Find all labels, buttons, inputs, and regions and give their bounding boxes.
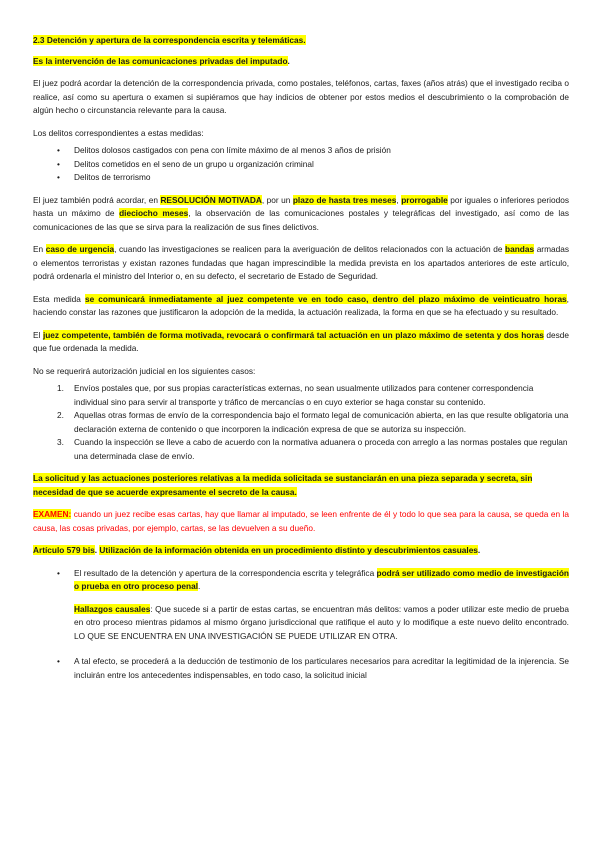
resultado-bullet [33, 567, 569, 594]
text-run: , cuando las investigaciones se realicen para la averiguación de delitos relacionados con la actuación de [114, 244, 506, 254]
text-run: Esta medida [33, 293, 85, 304]
casos-list-item [57, 436, 569, 463]
highlight-run: Utilización de la información obtenida en un procedimiento distinto y descubrimientos casuales [99, 545, 478, 555]
casos-list-item [57, 382, 569, 409]
comunicara-paragraph [33, 293, 569, 320]
text-run: A tal efecto, se procederá a la deducción de testimonio de los particulares necesarios para acreditar la legitimidad de la injerencia. Se incluirán entre los antecedentes indispensables, en todo caso, la solicitud inicial [74, 656, 569, 680]
casos-list [33, 382, 569, 463]
item-number: 2. [57, 410, 64, 420]
subheading-end: . [287, 55, 290, 66]
delitos-list-item: • Delitos cometidos en el seno de un grupo u organización criminal [74, 158, 569, 172]
intro-paragraph: El juez podrá acordar la detención de la correspondencia privada, como postales, teléfonos, cartas, faxes (años atrás) que el investigado reciba o realice, así como su apertura o examen si supiéramos que hay indicios de obtener por estos medios el descubrimiento o la comprobación de algún hecho o circunstancia relevante para la causa. [33, 78, 569, 115]
hallazgos-label: Hallazgos causales [74, 603, 151, 614]
highlight-run: podrá ser utilizado como medio de investigación o prueba en otro proceso penal [74, 567, 570, 591]
highlight-run: se comunicará inmediatamente al juez competente ve en todo caso, dentro del plazo máximo de veinticuatro horas [84, 293, 567, 304]
delitos-list [33, 144, 569, 185]
urgencia-paragraph [33, 243, 569, 284]
delitos-intro: Los delitos correspondientes a estas medidas: [33, 127, 204, 138]
subheading-highlight: Es la intervención de las comunicaciones privadas del imputado [33, 55, 288, 66]
text-run: armadas o elementos terroristas y existan razones fundadas que hagan imprescindible la medida prevista en los apartados anteriores de este artículo, podrá ordenarla el ministro del Interior o, en su defecto, el secretario de Estado de Seguridad. [33, 244, 569, 281]
highlight-run: juez competente, también de forma motivada, revocará o confirmará tal actuación en un plazo máximo de setenta y dos horas [42, 329, 544, 340]
bullet-dot: • [57, 656, 60, 666]
delitos-list-item: • Delitos dolosos castigados con pena con límite máximo de al menos 3 años de prisión [74, 144, 569, 158]
highlight-run: Artículo 579 bis [33, 545, 95, 555]
solicitud-paragraph [33, 472, 569, 499]
text-run: desde que fue ordenada la medida. [33, 329, 569, 353]
highlight-run: La solicitud y las actuaciones posteriores relativas a la medida solicitada se sustanciarán en una pieza separada y secreta, sin necesidad de que se acuerde expresamente el secreto de la causa. [33, 473, 533, 497]
text-run: En [33, 244, 46, 254]
testimonio-bullet [33, 655, 569, 682]
examen-text: cuando un juez recibe esas cartas, hay que llamar al imputado, se leen enfrente de él y todo lo que sea para la causa, se queda en la causa, las cosas privadas, por ejemplo, cartas, se las devuelven a su dueño. [33, 509, 569, 533]
highlight-run: RESOLUCIÓN MOTIVADA [160, 194, 262, 205]
item-number: 3. [57, 437, 64, 447]
section-subheading [33, 55, 569, 69]
bullet-dot: • [57, 567, 60, 578]
resolucion-paragraph [33, 194, 569, 235]
text-run: . [198, 581, 201, 591]
text-run: por iguales o inferiores periodos hasta un máximo de [33, 194, 569, 218]
hallazgos-text: : Que sucede si a partir de estas cartas, se encuentran más delitos: vamos a poder utilizar este medio de prueba en otro proceso mientras pidamos al mismo órgano jurisdiccional que ratifique el auto y lo modifique a este nuevo delito encontrado. LO QUE SE ENCUENTRA EN UNA INVESTIGACIÓN SE PUEDE UTILIZAR EN OTRA. [74, 603, 569, 641]
item-text: Envíos postales que, por sus propias características externas, no sean usualmente utilizados para contener correspondencia individual sino para servir al transporte y tráfico de mercancías o en cuyo exterior se haga constar su contenido. [74, 383, 534, 407]
delitos-list-item: • Delitos de terrorismo [74, 171, 569, 185]
text-run: , la observación de las comunicaciones postales y telegráficas del investigado, así como de las comunicaciones de las que se sirva para la realización de sus fines delictivos. [33, 208, 570, 232]
highlight-run: prorrogable [401, 194, 448, 205]
highlight-run: dieciocho meses [119, 208, 189, 218]
item-number: 1. [57, 383, 64, 393]
item-text: Cuando la inspección se lleve a cabo de acuerdo con la normativa aduanera o proceda con arreglo a las normas postales que regulan una determinada clase de envío. [74, 437, 568, 461]
no-autorizacion-intro: No se requerirá autorización judicial en los siguientes casos: [33, 365, 256, 376]
text-run: El juez también podrá acordar, en [33, 194, 161, 205]
casos-list-item [57, 409, 569, 436]
highlight-run: bandas [505, 244, 535, 254]
text-run: , haciendo constar las razones que justificaron la adopción de la medida, la actuación realizada, la forma en que se ha efectuado y su resultado. [33, 293, 569, 317]
text-run: El resultado de la detención y apertura de la correspondencia escrita y telegráfica [74, 567, 377, 578]
examen-label: EXAMEN: [33, 509, 72, 519]
examen-note [33, 508, 569, 535]
section-heading-text: 2.3 Detención y apertura de la correspondencia escrita y telemáticas. [33, 35, 306, 45]
hallazgos-paragraph [33, 603, 569, 644]
text-run: . [477, 545, 481, 555]
highlight-run: caso de urgencia [45, 244, 115, 254]
highlight-run: plazo de hasta tres meses [292, 194, 397, 205]
text-run: , por un [261, 194, 293, 205]
text-run: El [33, 329, 43, 340]
section-heading [33, 34, 569, 48]
articulo-heading [33, 544, 569, 558]
text-run: , [396, 194, 402, 205]
text-run: . [94, 545, 100, 555]
juez-paragraph [33, 329, 569, 356]
item-text: Aquellas otras formas de envío de la correspondencia bajo el formato legal de comunicación abierta, en las que resulte obligatoria una declaración externa de contenido o que incorporen la indicación expresa de que se autoriza su inspección. [74, 410, 569, 434]
